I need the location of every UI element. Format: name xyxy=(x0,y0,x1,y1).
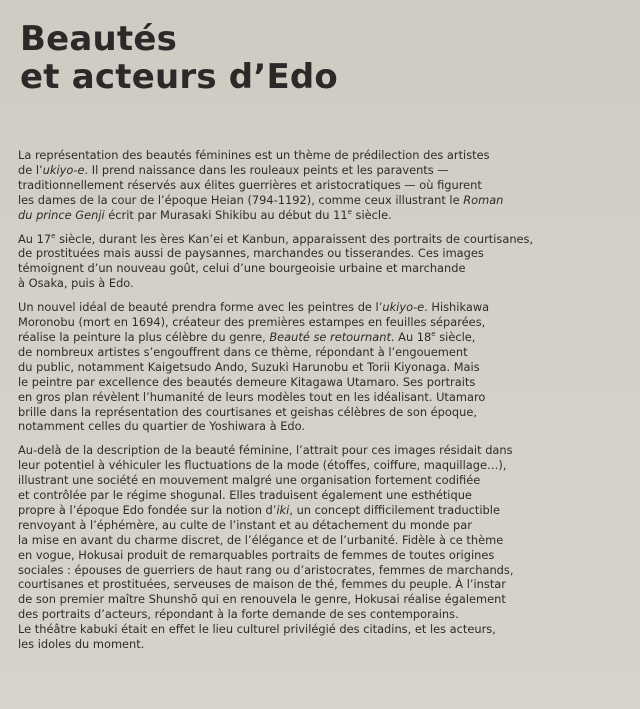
text-line xyxy=(18,232,622,247)
text-run: siècle, durant les ères Kan’ei et Kanbun, apparaissent des portraits de courtisanes, xyxy=(55,231,534,246)
text-run: les dames de la cour de l’époque Heian (794-1192), comme ceux illustrant le xyxy=(18,192,464,207)
text-run: des portraits d’acteurs, répondant à la forte demande de ses contemporains. xyxy=(18,607,459,622)
title-line-2: et acteurs d’Edo xyxy=(20,57,338,97)
text-run: écrit par Murasaki Shikibu au début du 11 xyxy=(104,207,348,222)
text-run: . Il prend naissance dans les rouleaux peints et les paravents — xyxy=(84,162,449,177)
text-line xyxy=(18,390,622,405)
paragraph xyxy=(18,443,622,652)
text-line xyxy=(18,261,622,276)
italic-term: Beauté se retournant xyxy=(269,329,391,344)
text-run: en gros plan révèlent l’humanité de leurs modèles tout en les idéalisant. Utamaro xyxy=(18,389,486,404)
text-run: siècle, xyxy=(435,329,476,344)
panel-title xyxy=(20,20,622,96)
text-line xyxy=(18,473,622,488)
text-run: traditionnellement réservés aux élites guerrières et aristocratiques — où figurent xyxy=(18,177,482,192)
text-line xyxy=(18,548,622,563)
text-line xyxy=(18,246,622,261)
text-line xyxy=(18,563,622,578)
ordinal-superscript: e xyxy=(431,330,436,339)
text-line xyxy=(18,503,622,518)
text-run: illustrant une société en mouvement malgré une organisation fortement codifiée xyxy=(18,473,481,488)
panel-body-text xyxy=(18,148,622,652)
text-run: en vogue, Hokusai produit de remarquables portraits de femmes de toutes origines xyxy=(18,547,495,562)
text-line xyxy=(18,577,622,592)
text-run: , un concept difficilement traductible xyxy=(289,502,500,517)
italic-term: ukiyo-e xyxy=(382,300,425,315)
italic-term: ukiyo-e xyxy=(42,162,85,177)
text-run: La représentation des beautés féminines est un thème de prédilection des artistes xyxy=(18,148,490,162)
text-line xyxy=(18,163,622,178)
text-line xyxy=(18,443,622,458)
text-run: . Au 18 xyxy=(390,329,432,344)
text-line xyxy=(18,375,622,390)
text-run: . Hishikawa xyxy=(424,300,490,315)
text-line xyxy=(18,607,622,622)
text-line xyxy=(18,178,622,193)
text-run: notamment celles du quartier de Yoshiwara à Edo. xyxy=(18,419,306,434)
text-run: de prostituées mais aussi de paysannes, marchandes ou tisserandes. Ces images xyxy=(18,246,484,261)
text-line xyxy=(18,622,622,637)
text-run: et contrôlée par le régime shogunal. Elles traduisent également une esthétique xyxy=(18,488,472,503)
text-run: la mise en avant du charme discret, de l’élégance et de l’urbanité. Fidèle à ce thème xyxy=(18,532,504,547)
text-run: Au 17 xyxy=(18,231,52,246)
text-line xyxy=(18,345,622,360)
title-line-1: Beautés xyxy=(20,19,178,59)
paragraph xyxy=(18,232,622,292)
text-run: de nombreux artistes s’engouffrent dans ce thème, répondant à l’engouement xyxy=(18,344,468,359)
text-run: les idoles du moment. xyxy=(18,637,145,652)
text-run: siècle. xyxy=(351,207,392,222)
text-run: du public, notamment Kaigetsudo Ando, Suzuki Harunobu et Torii Kiyonaga. Mais xyxy=(18,359,480,374)
text-line xyxy=(18,276,622,291)
text-run: propre à l’époque Edo fondée sur la notion d’ xyxy=(18,502,277,517)
text-line xyxy=(18,533,622,548)
text-run: à Osaka, puis à Edo. xyxy=(18,276,134,291)
text-run: de son premier maître Shunshō qui en renouvela le genre, Hokusai réalise également xyxy=(18,592,506,607)
text-line xyxy=(18,637,622,652)
paragraph xyxy=(18,148,622,223)
text-run: de l’ xyxy=(18,162,43,177)
text-line xyxy=(18,458,622,473)
text-run: Moronobu (mort en 1694), créateur des premières estampes en feuilles séparées, xyxy=(18,315,486,330)
text-line xyxy=(18,193,622,208)
text-run: renvoyant à l’éphémère, au culte de l’instant et au détachement du monde par xyxy=(18,517,472,532)
text-line xyxy=(18,330,622,345)
paragraph xyxy=(18,300,622,434)
text-line xyxy=(18,315,622,330)
text-run: réalise la peinture la plus célèbre du genre, xyxy=(18,329,270,344)
italic-term: iki xyxy=(276,502,290,517)
ordinal-superscript: e xyxy=(347,207,352,216)
text-run: Le théâtre kabuki était en effet le lieu culturel privilégié des citadins, et les acteurs, xyxy=(18,622,496,637)
text-run: témoignent d’un nouveau goût, celui d’une bourgeoisie urbaine et marchande xyxy=(18,261,466,276)
text-run: brille dans la représentation des courtisanes et geishas célèbres de son époque, xyxy=(18,404,477,419)
text-line xyxy=(18,148,622,163)
text-run: le peintre par excellence des beautés demeure Kitagawa Utamaro. Ses portraits xyxy=(18,374,476,389)
text-run: Au-delà de la description de la beauté féminine, l’attrait pour ces images résidait dans xyxy=(18,443,513,458)
text-line xyxy=(18,208,622,223)
text-line xyxy=(18,300,622,315)
ordinal-superscript: e xyxy=(51,231,56,240)
text-run: leur potentiel à véhiculer les fluctuations de la mode (étoffes, coiffure, maquillage…), xyxy=(18,458,507,473)
italic-term: Roman xyxy=(463,192,504,207)
text-line xyxy=(18,360,622,375)
text-line xyxy=(18,518,622,533)
text-line xyxy=(18,488,622,503)
text-line xyxy=(18,592,622,607)
text-run: Un nouvel idéal de beauté prendra forme avec les peintres de l’ xyxy=(18,300,383,315)
text-line xyxy=(18,405,622,420)
text-line xyxy=(18,419,622,434)
italic-term: du prince Genji xyxy=(18,207,105,222)
text-run: courtisanes et prostituées, serveuses de maison de thé, femmes du peuple. À l’instar xyxy=(18,577,506,592)
text-run: sociales : épouses de guerriers de haut rang ou d’aristocrates, femmes de marchands, xyxy=(18,562,514,577)
